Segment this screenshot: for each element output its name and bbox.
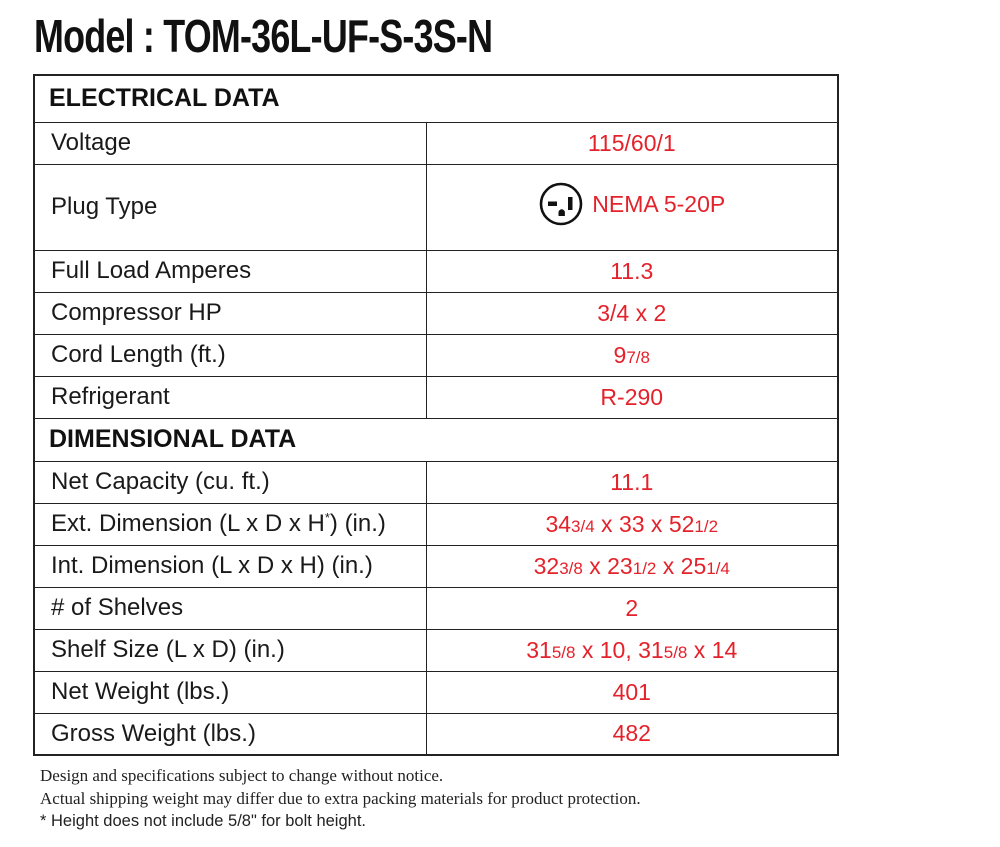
spec-row-shelves bbox=[34, 587, 838, 629]
refrigerant-label: Refrigerant bbox=[34, 376, 426, 418]
spec-row-gross-weight bbox=[34, 713, 838, 755]
ext-height-fraction: 1/2 bbox=[694, 516, 719, 536]
ext-depth-separator: x 33 x bbox=[594, 510, 669, 537]
footnotes bbox=[40, 764, 641, 833]
net-weight-value: 401 bbox=[426, 671, 838, 713]
int-dimension-value bbox=[426, 545, 838, 587]
ext-height-whole: 52 bbox=[668, 510, 695, 537]
shelves-value: 2 bbox=[426, 587, 838, 629]
int-separator-2: x bbox=[656, 552, 681, 579]
plug-type-value: NEMA 5-20P bbox=[592, 190, 726, 217]
gross-weight-label: Gross Weight (lbs.) bbox=[34, 713, 426, 755]
shelf-a-fraction: 5/8 bbox=[551, 642, 576, 662]
int-depth-fraction: 1/2 bbox=[632, 558, 657, 578]
spec-row-refrigerant bbox=[34, 376, 838, 418]
shelf-a-whole: 31 bbox=[526, 636, 552, 663]
nema-5-20p-plug-icon bbox=[538, 181, 584, 227]
plug-type-value-cell bbox=[426, 164, 838, 250]
section-title-electrical: ELECTRICAL DATA bbox=[34, 75, 838, 122]
shelf-size-label: Shelf Size (L x D) (in.) bbox=[34, 629, 426, 671]
cord-length-value bbox=[426, 334, 838, 376]
spec-row-plug-type bbox=[34, 164, 838, 250]
shelf-b-rest: x 14 bbox=[687, 636, 738, 663]
spec-row-compressor-hp bbox=[34, 292, 838, 334]
shelves-label: # of Shelves bbox=[34, 587, 426, 629]
net-capacity-label: Net Capacity (cu. ft.) bbox=[34, 461, 426, 503]
cord-length-whole: 9 bbox=[613, 341, 627, 368]
net-weight-label: Net Weight (lbs.) bbox=[34, 671, 426, 713]
ext-dimension-label bbox=[34, 503, 426, 545]
spec-table bbox=[33, 74, 839, 756]
spec-row-voltage bbox=[34, 122, 838, 164]
compressor-hp-label: Compressor HP bbox=[34, 292, 426, 334]
int-length-fraction: 3/8 bbox=[559, 558, 583, 578]
spec-row-cord-length bbox=[34, 334, 838, 376]
footnote-height: * Height does not include 5/8" for bolt height. bbox=[40, 812, 366, 830]
ext-dimension-asterisk: * bbox=[324, 510, 330, 525]
footnote-shipping-weight: Actual shipping weight may differ due to extra packing materials for product protection. bbox=[40, 789, 641, 808]
ext-length-whole: 34 bbox=[545, 510, 572, 537]
spec-row-net-weight bbox=[34, 671, 838, 713]
voltage-value: 115/60/1 bbox=[426, 122, 838, 164]
spec-row-ext-dimension bbox=[34, 503, 838, 545]
net-capacity-value: 11.1 bbox=[426, 461, 838, 503]
spec-row-full-load-amperes bbox=[34, 250, 838, 292]
shelf-size-value bbox=[426, 629, 838, 671]
full-load-amperes-label: Full Load Amperes bbox=[34, 250, 426, 292]
footnote-design-changes: Design and specifications subject to change without notice. bbox=[40, 766, 444, 785]
shelf-b-whole: 31 bbox=[638, 636, 664, 663]
gross-weight-value: 482 bbox=[426, 713, 838, 755]
section-header-electrical bbox=[34, 75, 838, 122]
refrigerant-value: R-290 bbox=[426, 376, 838, 418]
section-title-dimensional: DIMENSIONAL DATA bbox=[34, 418, 838, 461]
int-length-whole: 32 bbox=[533, 552, 560, 579]
shelf-b-fraction: 5/8 bbox=[663, 642, 688, 662]
model-title: Model : TOM-36L-UF-S-3S-N bbox=[34, 10, 493, 62]
int-dimension-label: Int. Dimension (L x D x H) (in.) bbox=[34, 545, 426, 587]
section-header-dimensional bbox=[34, 418, 838, 461]
spec-row-int-dimension bbox=[34, 545, 838, 587]
plug-type-label: Plug Type bbox=[34, 164, 426, 250]
int-separator-1: x bbox=[582, 552, 608, 579]
cord-length-label: Cord Length (ft.) bbox=[34, 334, 426, 376]
int-depth-whole: 23 bbox=[607, 552, 633, 579]
shelf-a-rest: x 10, bbox=[575, 636, 639, 663]
voltage-label: Voltage bbox=[34, 122, 426, 164]
cord-length-fraction: 7/8 bbox=[626, 347, 650, 367]
ext-length-fraction: 3/4 bbox=[571, 516, 595, 536]
spec-row-shelf-size bbox=[34, 629, 838, 671]
full-load-amperes-value: 11.3 bbox=[426, 250, 838, 292]
spec-row-net-capacity bbox=[34, 461, 838, 503]
ext-dimension-value bbox=[426, 503, 838, 545]
ext-dimension-label-unit: ) (in.) bbox=[329, 510, 386, 537]
int-height-whole: 25 bbox=[680, 552, 707, 579]
ext-dimension-label-text: Ext. Dimension (L x D x H bbox=[51, 510, 325, 537]
compressor-hp-value: 3/4 x 2 bbox=[426, 292, 838, 334]
int-height-fraction: 1/4 bbox=[706, 558, 730, 578]
